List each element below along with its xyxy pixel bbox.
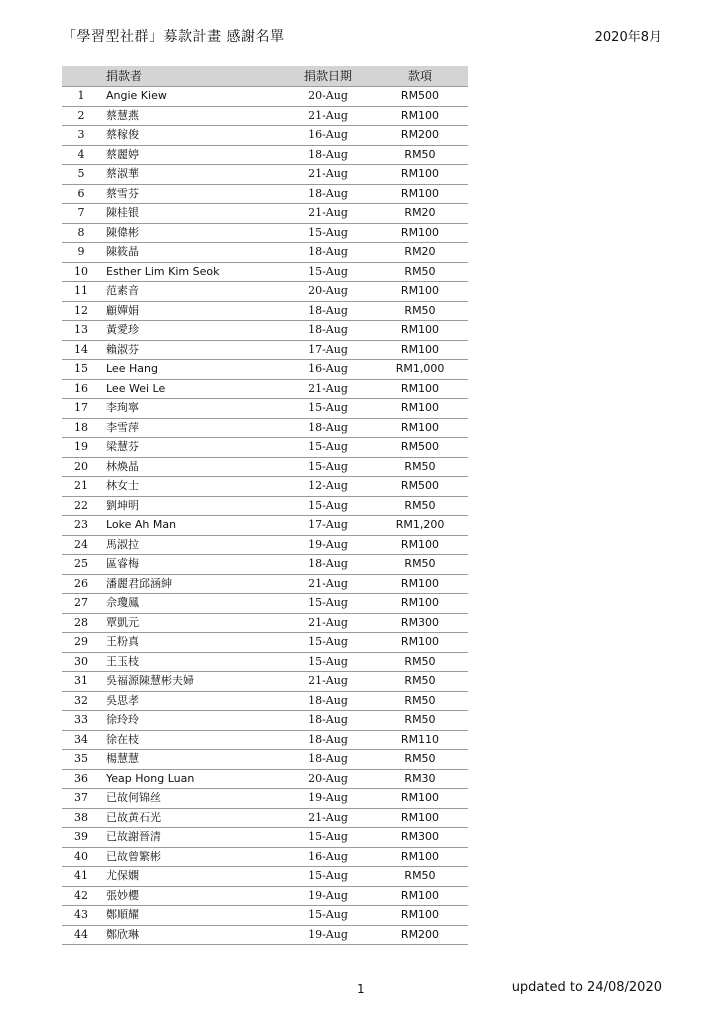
- donor-name: 蔡慧燕: [100, 106, 284, 126]
- donor-name: 蔡稼俊: [100, 126, 284, 146]
- donor-name: 林女士: [100, 477, 284, 497]
- donation-date: 17-Aug: [284, 340, 372, 360]
- donation-date: 21-Aug: [284, 808, 372, 828]
- donation-amount: RM100: [372, 847, 468, 867]
- donation-amount: RM110: [372, 730, 468, 750]
- table-row: [62, 574, 468, 594]
- row-number: 17: [62, 399, 100, 419]
- table-row: [62, 906, 468, 926]
- row-number: 37: [62, 789, 100, 809]
- donation-date: 15-Aug: [284, 828, 372, 848]
- donation-date: 18-Aug: [284, 711, 372, 731]
- donation-date: 15-Aug: [284, 457, 372, 477]
- table-row: [62, 691, 468, 711]
- donation-date: 21-Aug: [284, 204, 372, 224]
- donor-name: 覃凱元: [100, 613, 284, 633]
- donation-date: 19-Aug: [284, 925, 372, 945]
- row-number: 26: [62, 574, 100, 594]
- donor-name: 徐玲玲: [100, 711, 284, 731]
- donor-name: 蔡淑華: [100, 165, 284, 185]
- donation-amount: RM200: [372, 925, 468, 945]
- donation-amount: RM100: [372, 886, 468, 906]
- donation-date: 18-Aug: [284, 418, 372, 438]
- donor-name: 李珣寧: [100, 399, 284, 419]
- row-number: 11: [62, 282, 100, 302]
- donation-amount: RM50: [372, 691, 468, 711]
- header-row: [62, 66, 468, 87]
- donation-amount: RM50: [372, 750, 468, 770]
- donation-amount: RM50: [372, 672, 468, 692]
- donor-name: 已故何锦丝: [100, 789, 284, 809]
- donor-name: 徐在枝: [100, 730, 284, 750]
- table-row: [62, 672, 468, 692]
- donor-name: 陳偉彬: [100, 223, 284, 243]
- donor-name: 鄭順耀: [100, 906, 284, 926]
- donor-name: Yeap Hong Luan: [100, 769, 284, 789]
- row-number: 25: [62, 555, 100, 575]
- donation-date: 16-Aug: [284, 360, 372, 380]
- table-row: [62, 886, 468, 906]
- table-row: [62, 808, 468, 828]
- donation-amount: RM100: [372, 418, 468, 438]
- donation-amount: RM500: [372, 438, 468, 458]
- donor-name: 梁慧芬: [100, 438, 284, 458]
- donation-amount: RM1,200: [372, 516, 468, 536]
- row-number: 10: [62, 262, 100, 282]
- table-row: [62, 340, 468, 360]
- donation-date: 20-Aug: [284, 87, 372, 107]
- donor-name: 陳桂银: [100, 204, 284, 224]
- table-row: [62, 594, 468, 614]
- donation-date: 15-Aug: [284, 594, 372, 614]
- table-row: [62, 828, 468, 848]
- column-header-amount: 款項: [372, 66, 468, 87]
- table-row: [62, 789, 468, 809]
- table-row: [62, 711, 468, 731]
- donor-name: 王粉真: [100, 633, 284, 653]
- table-row: [62, 477, 468, 497]
- row-number: 8: [62, 223, 100, 243]
- donation-amount: RM100: [372, 535, 468, 555]
- donor-name: 黃愛珍: [100, 321, 284, 341]
- donation-date: 16-Aug: [284, 126, 372, 146]
- donation-amount: RM100: [372, 789, 468, 809]
- table-row: [62, 769, 468, 789]
- table-row: [62, 847, 468, 867]
- donation-amount: RM100: [372, 633, 468, 653]
- donation-date: 15-Aug: [284, 906, 372, 926]
- row-number: 22: [62, 496, 100, 516]
- donation-date: 15-Aug: [284, 399, 372, 419]
- table-row: [62, 496, 468, 516]
- row-number: 32: [62, 691, 100, 711]
- donation-date: 15-Aug: [284, 867, 372, 887]
- donation-amount: RM50: [372, 301, 468, 321]
- donation-date: 18-Aug: [284, 750, 372, 770]
- donation-date: 18-Aug: [284, 730, 372, 750]
- table-row: [62, 418, 468, 438]
- donor-name: Esther Lim Kim Seok: [100, 262, 284, 282]
- donation-date: 17-Aug: [284, 516, 372, 536]
- row-number: 6: [62, 184, 100, 204]
- table-row: [62, 321, 468, 341]
- donor-name: Angie Kiew: [100, 87, 284, 107]
- row-number: 12: [62, 301, 100, 321]
- donation-date: 18-Aug: [284, 184, 372, 204]
- row-number: 2: [62, 106, 100, 126]
- row-number: 30: [62, 652, 100, 672]
- table-header: [62, 66, 468, 87]
- donation-date: 19-Aug: [284, 535, 372, 555]
- donation-date: 18-Aug: [284, 145, 372, 165]
- donation-amount: RM100: [372, 223, 468, 243]
- donation-amount: RM300: [372, 613, 468, 633]
- donor-name: 已故謝晉清: [100, 828, 284, 848]
- table-row: [62, 399, 468, 419]
- table-row: [62, 301, 468, 321]
- donor-name: 潘麗君邱涵紳: [100, 574, 284, 594]
- donation-date: 21-Aug: [284, 379, 372, 399]
- donor-name: 蔡雪芬: [100, 184, 284, 204]
- donor-name: 區睿梅: [100, 555, 284, 575]
- donation-date: 21-Aug: [284, 106, 372, 126]
- donation-date: 19-Aug: [284, 886, 372, 906]
- table-row: [62, 730, 468, 750]
- table-row: [62, 516, 468, 536]
- donation-amount: RM500: [372, 87, 468, 107]
- donor-table: [62, 66, 468, 945]
- donor-name: 佘瓊鳳: [100, 594, 284, 614]
- donation-date: 21-Aug: [284, 165, 372, 185]
- table-row: [62, 633, 468, 653]
- donation-amount: RM1,000: [372, 360, 468, 380]
- donation-amount: RM100: [372, 184, 468, 204]
- row-number: 28: [62, 613, 100, 633]
- donor-name: 王玉枝: [100, 652, 284, 672]
- table-row: [62, 126, 468, 146]
- donation-date: 15-Aug: [284, 438, 372, 458]
- donation-date: 18-Aug: [284, 301, 372, 321]
- donation-date: 21-Aug: [284, 613, 372, 633]
- donation-amount: RM50: [372, 867, 468, 887]
- donation-amount: RM30: [372, 769, 468, 789]
- donor-name: Lee Wei Le: [100, 379, 284, 399]
- table-row: [62, 282, 468, 302]
- donor-name: 楊慧慧: [100, 750, 284, 770]
- donation-amount: RM100: [372, 808, 468, 828]
- table-row: [62, 438, 468, 458]
- row-number: 3: [62, 126, 100, 146]
- donation-amount: RM200: [372, 126, 468, 146]
- donation-date: 18-Aug: [284, 691, 372, 711]
- row-number: 7: [62, 204, 100, 224]
- page-number: 1: [357, 982, 365, 996]
- row-number: 24: [62, 535, 100, 555]
- donor-name: 賴淑芬: [100, 340, 284, 360]
- donation-amount: RM100: [372, 574, 468, 594]
- donation-amount: RM100: [372, 399, 468, 419]
- donation-amount: RM100: [372, 165, 468, 185]
- row-number: 36: [62, 769, 100, 789]
- donation-date: 18-Aug: [284, 243, 372, 263]
- donation-amount: RM20: [372, 204, 468, 224]
- donation-date: 15-Aug: [284, 496, 372, 516]
- donation-amount: RM50: [372, 555, 468, 575]
- donor-name: 劉坤明: [100, 496, 284, 516]
- donor-name: Loke Ah Man: [100, 516, 284, 536]
- donation-amount: RM100: [372, 379, 468, 399]
- donation-amount: RM300: [372, 828, 468, 848]
- row-number: 14: [62, 340, 100, 360]
- row-number: 18: [62, 418, 100, 438]
- row-number: 35: [62, 750, 100, 770]
- row-number: 23: [62, 516, 100, 536]
- donor-name: 林煥晶: [100, 457, 284, 477]
- row-number: 20: [62, 457, 100, 477]
- donation-amount: RM50: [372, 457, 468, 477]
- table-row: [62, 87, 468, 107]
- table-row: [62, 223, 468, 243]
- donor-name: 顧嬋娟: [100, 301, 284, 321]
- row-number: 5: [62, 165, 100, 185]
- page-title: 「學習型社群」募款計畫 感謝名單: [62, 29, 285, 45]
- table-row: [62, 243, 468, 263]
- donation-amount: RM100: [372, 321, 468, 341]
- row-number: 29: [62, 633, 100, 653]
- donation-date: 18-Aug: [284, 555, 372, 575]
- row-number: 4: [62, 145, 100, 165]
- row-number: 40: [62, 847, 100, 867]
- donation-date: 15-Aug: [284, 652, 372, 672]
- table-row: [62, 867, 468, 887]
- donor-name: 馬淑拉: [100, 535, 284, 555]
- donation-amount: RM20: [372, 243, 468, 263]
- table-row: [62, 106, 468, 126]
- donor-name: 已故黄石光: [100, 808, 284, 828]
- donation-amount: RM50: [372, 652, 468, 672]
- donation-date: 12-Aug: [284, 477, 372, 497]
- donor-name: 吳福源陳慧彬夫婦: [100, 672, 284, 692]
- column-header-date: 捐款日期: [284, 66, 372, 87]
- donation-date: 18-Aug: [284, 321, 372, 341]
- row-number: 34: [62, 730, 100, 750]
- row-number: 42: [62, 886, 100, 906]
- donation-date: 19-Aug: [284, 789, 372, 809]
- table-row: [62, 145, 468, 165]
- donation-amount: RM500: [372, 477, 468, 497]
- donor-name: 尤保嫻: [100, 867, 284, 887]
- donation-amount: RM50: [372, 496, 468, 516]
- donation-date: 21-Aug: [284, 672, 372, 692]
- column-header-number: [62, 66, 100, 87]
- donation-date: 20-Aug: [284, 769, 372, 789]
- row-number: 41: [62, 867, 100, 887]
- table-row: [62, 555, 468, 575]
- row-number: 1: [62, 87, 100, 107]
- row-number: 31: [62, 672, 100, 692]
- table-row: [62, 535, 468, 555]
- donor-name: 張妙櫻: [100, 886, 284, 906]
- table-row: [62, 360, 468, 380]
- donor-name: 陳筱晶: [100, 243, 284, 263]
- donor-name: 鄭欣琳: [100, 925, 284, 945]
- donor-name: 范素音: [100, 282, 284, 302]
- table-row: [62, 204, 468, 224]
- row-number: 9: [62, 243, 100, 263]
- table-row: [62, 184, 468, 204]
- table-row: [62, 262, 468, 282]
- table-body: [62, 87, 468, 945]
- donation-date: 16-Aug: [284, 847, 372, 867]
- table-row: [62, 750, 468, 770]
- row-number: 19: [62, 438, 100, 458]
- donor-name: Lee Hang: [100, 360, 284, 380]
- donation-date: 15-Aug: [284, 633, 372, 653]
- donation-amount: RM100: [372, 594, 468, 614]
- row-number: 33: [62, 711, 100, 731]
- row-number: 16: [62, 379, 100, 399]
- donation-amount: RM100: [372, 906, 468, 926]
- donation-amount: RM50: [372, 145, 468, 165]
- row-number: 43: [62, 906, 100, 926]
- donation-amount: RM100: [372, 282, 468, 302]
- donation-date: 20-Aug: [284, 282, 372, 302]
- donor-name: 蔡麗婷: [100, 145, 284, 165]
- column-header-donor: 捐款者: [100, 66, 284, 87]
- row-number: 44: [62, 925, 100, 945]
- table-row: [62, 457, 468, 477]
- donation-amount: RM100: [372, 340, 468, 360]
- table-row: [62, 925, 468, 945]
- table-row: [62, 613, 468, 633]
- donation-amount: RM100: [372, 106, 468, 126]
- row-number: 39: [62, 828, 100, 848]
- donation-amount: RM50: [372, 262, 468, 282]
- row-number: 13: [62, 321, 100, 341]
- donation-date: 15-Aug: [284, 262, 372, 282]
- donation-date: 15-Aug: [284, 223, 372, 243]
- updated-note: updated to 24/08/2020: [511, 980, 662, 995]
- row-number: 15: [62, 360, 100, 380]
- row-number: 38: [62, 808, 100, 828]
- donation-amount: RM50: [372, 711, 468, 731]
- donation-date: 21-Aug: [284, 574, 372, 594]
- document-date: 2020年8月: [594, 30, 662, 45]
- row-number: 27: [62, 594, 100, 614]
- table-row: [62, 165, 468, 185]
- donor-name: 已故曾繁彬: [100, 847, 284, 867]
- row-number: 21: [62, 477, 100, 497]
- donor-name: 吳思孝: [100, 691, 284, 711]
- donor-name: 李雪萍: [100, 418, 284, 438]
- table-row: [62, 652, 468, 672]
- table-row: [62, 379, 468, 399]
